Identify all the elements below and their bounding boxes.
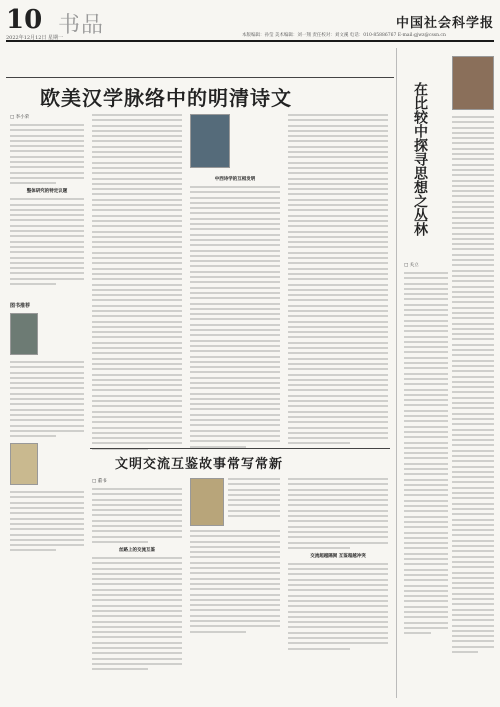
article1-col3 [190, 172, 280, 451]
article3-book-image [452, 56, 494, 110]
section-title: 书品 [58, 13, 105, 38]
article3-byline: □ 关立 [404, 263, 419, 268]
article2-col3 [288, 478, 388, 653]
article2-subhead-1: 丝路上的交流互鉴 [119, 547, 155, 553]
right-column-divider [396, 48, 397, 698]
article1-subhead-1: 整体研究的特定议题 [26, 189, 68, 195]
article2-title: 文明交流互鉴故事常写常新 [115, 457, 284, 472]
article3-title: 在比较中探寻思想之丛林 [412, 82, 428, 236]
article1-top-rule [6, 77, 394, 78]
editor-credits: 本版编辑：孙莹 美术编辑：刘一翔 责任校对：刘文溪 电话：010-85886767 E-mail:gjwz@cssn.cn [242, 33, 446, 38]
sidebar-book-box [10, 302, 84, 555]
sidebar-label: 图书推荐 [10, 303, 31, 309]
masthead [6, 6, 494, 42]
book-cover-2 [10, 443, 38, 485]
article2-top-rule [90, 448, 390, 449]
article1-book-image [190, 114, 230, 168]
article1-byline: □ 李小荣 [10, 115, 30, 120]
book-cover-1 [10, 313, 38, 355]
article3-col2 [452, 56, 494, 656]
article1-col4 [288, 114, 388, 448]
issue-date: 2022年12月12日 星期一 [6, 35, 64, 41]
article2-col2 [190, 478, 280, 636]
newspaper-name: 中国社会科学报 [395, 16, 494, 31]
article1-subhead-2: 中西诗学的互相发明 [214, 177, 256, 182]
article2-col1 [92, 478, 182, 674]
article2-subhead-2: 交流超越隔阂 互鉴超越冲突 [310, 553, 366, 559]
article2-book-image [190, 478, 224, 526]
article1-col2 [92, 114, 182, 453]
article2-byline: □ 董书 [92, 479, 107, 484]
article1-title: 欧美汉学脉络中的明清诗文 [40, 86, 292, 110]
article3-col1 [404, 262, 448, 637]
article1-col1 [10, 114, 84, 288]
page-number: 10 [6, 5, 43, 35]
